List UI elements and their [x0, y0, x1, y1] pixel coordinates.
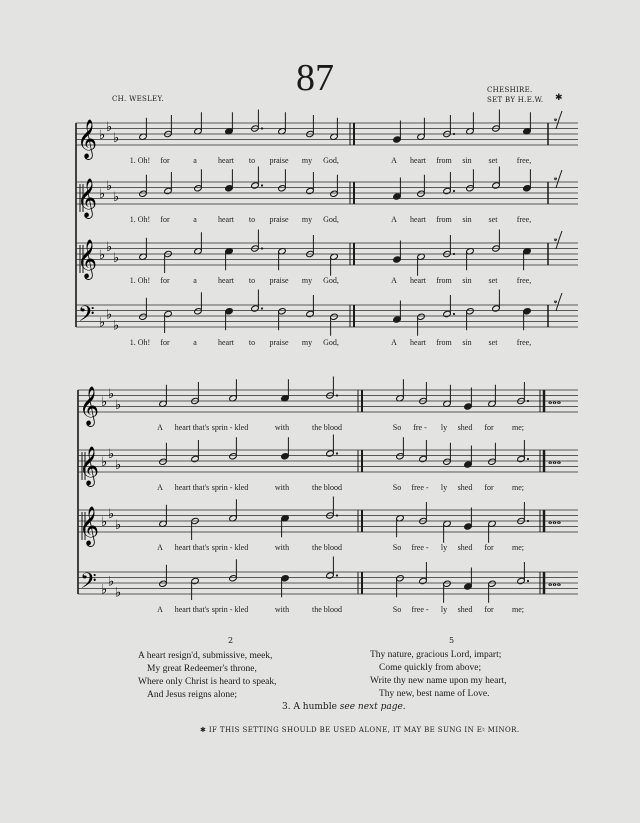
lyric-syllable: ly — [440, 423, 448, 432]
verse-5-line-1: Thy nature, gracious Lord, impart; — [370, 650, 502, 660]
flat-sign-icon: ♭ — [106, 239, 113, 255]
flat-sign-icon: ♭ — [101, 515, 108, 530]
lyric-syllable: me; — [512, 483, 524, 492]
final-whole-notes-icon: 𝅝𝅝𝅝 — [548, 454, 562, 467]
lyric-syllable: a — [193, 276, 197, 285]
note-dot — [261, 184, 263, 186]
lyric-syllable: with — [274, 543, 290, 552]
flat-sign-icon: ♭ — [106, 307, 113, 323]
lyric-syllable: sin — [462, 215, 472, 224]
lyric-syllable: heart — [218, 276, 234, 285]
flat-sign-icon: ♭ — [101, 395, 108, 410]
lyric-syllable: set — [488, 276, 498, 285]
lyric-syllable: A — [391, 276, 397, 285]
lyric-syllable: my — [301, 156, 313, 165]
hymn-number: 87 — [296, 57, 334, 99]
final-whole-notes-icon: 𝅝𝅝𝅝 — [548, 394, 562, 407]
lyric-syllable: A — [157, 423, 163, 432]
note-dot — [261, 307, 263, 309]
verse-2-line-3: Where only Christ is heard to speak, — [138, 677, 277, 687]
lyric-syllable: with — [274, 605, 290, 614]
lyric-syllable: God, — [323, 215, 339, 224]
lyric-syllable: So — [392, 423, 402, 432]
lyric-syllable: sin — [462, 338, 472, 347]
treble-clef-icon: 𝄞 — [79, 506, 100, 546]
lyric-syllable: me; — [512, 605, 524, 614]
verse-3-reference — [282, 702, 406, 712]
arranger-credit: SET BY H.E.W. — [487, 96, 544, 104]
lyric-syllable: free - — [411, 605, 429, 614]
bass-clef-icon: 𝄢 — [78, 302, 95, 332]
flat-sign-icon: ♭ — [115, 397, 122, 413]
lyric-syllable: my — [301, 276, 313, 285]
lyric-syllable: free, — [516, 338, 532, 347]
lyric-syllable: from — [436, 276, 452, 285]
lyric-syllable: for — [484, 483, 494, 492]
lyric-syllable: praise — [269, 215, 289, 224]
flat-sign-icon: ♭ — [113, 189, 120, 205]
verse-5-number: 5 — [449, 636, 455, 645]
lyric-syllable: heart — [218, 338, 234, 347]
lyric-syllable: A — [391, 338, 397, 347]
lyric-syllable: So — [392, 483, 402, 492]
lyric-syllable: So — [392, 605, 402, 614]
system-2 — [78, 377, 578, 615]
lyric-syllable: God, — [323, 276, 339, 285]
lyric-syllable: praise — [269, 156, 289, 165]
lyric-syllable: sprin - kled — [211, 605, 249, 614]
lyric-syllable: heart that's — [174, 483, 210, 492]
lyric-syllable: the blood — [312, 605, 342, 614]
lyric-syllable: heart — [410, 276, 426, 285]
lyric-syllable: for — [160, 215, 170, 224]
lyric-syllable: to — [248, 276, 256, 285]
lyric-syllable: from — [436, 156, 452, 165]
bass-clef-icon: 𝄢 — [80, 569, 97, 599]
lyric-syllable: ly — [440, 605, 448, 614]
flat-sign-icon: ♭ — [108, 574, 115, 590]
lyric-syllable: free, — [516, 215, 532, 224]
author-credit: CH. WESLEY. — [112, 95, 165, 103]
system-1 — [76, 110, 578, 348]
tune-name: CHESHIRE. — [487, 86, 533, 94]
lyric-syllable: free, — [516, 276, 532, 285]
verse-2-line-4: And Jesus reigns alone; — [147, 690, 237, 700]
lyric-syllable: sin — [462, 156, 472, 165]
lyric-syllable: ly — [440, 483, 448, 492]
note-dot — [453, 190, 455, 192]
flat-sign-icon: ♭ — [99, 248, 106, 263]
note-dot — [527, 458, 529, 460]
lyric-syllable: the blood — [312, 423, 342, 432]
lyric-syllable: from — [436, 338, 452, 347]
treble-clef-icon: 𝄞 — [77, 178, 98, 218]
lyric-syllable: heart that's — [174, 605, 210, 614]
note-dot — [336, 574, 338, 576]
verse-5 — [370, 649, 507, 701]
verse-5-line-2: Come quickly from above; — [379, 663, 482, 673]
turn-ornament-icon: 𝆯 — [554, 176, 558, 187]
flat-sign-icon: ♭ — [99, 128, 106, 143]
lyric-syllable: 1. Oh! — [129, 215, 151, 224]
lyric-syllable: my — [301, 338, 313, 347]
lyric-syllable: A — [157, 483, 163, 492]
lyric-syllable: to — [248, 338, 256, 347]
note-dot — [453, 133, 455, 135]
lyric-syllable: to — [248, 156, 256, 165]
note-dot — [527, 400, 529, 402]
verse-2 — [138, 650, 277, 702]
lyric-syllable: A — [157, 605, 163, 614]
lyric-syllable: heart — [410, 215, 426, 224]
note-dot — [527, 520, 529, 522]
flat-sign-icon: ♭ — [101, 455, 108, 470]
lyric-syllable: for — [160, 276, 170, 285]
flat-sign-icon: ♭ — [115, 517, 122, 533]
lyric-syllable: sprin - kled — [211, 483, 249, 492]
lyric-syllable: from — [436, 215, 452, 224]
flat-sign-icon: ♭ — [108, 506, 115, 522]
lyric-syllable: heart — [410, 338, 426, 347]
lyric-syllable: sin — [462, 276, 472, 285]
flat-sign-icon: ♭ — [101, 582, 108, 598]
lyric-syllable: my — [301, 215, 313, 224]
note-dot — [336, 394, 338, 396]
verse-2-line-2: My great Redeemer's throne, — [147, 664, 257, 674]
note-dot — [261, 127, 263, 129]
lyric-syllable: heart — [410, 156, 426, 165]
staff — [78, 497, 578, 553]
note-dot — [453, 313, 455, 315]
asterisk-mark: ✱ — [555, 93, 563, 103]
lyric-syllable: me; — [512, 423, 524, 432]
lyric-syllable: 1. Oh! — [129, 156, 151, 165]
flat-sign-icon: ♭ — [106, 119, 113, 135]
lyric-syllable: God, — [323, 338, 339, 347]
lyric-syllable: me; — [512, 543, 524, 552]
lyric-syllable: a — [193, 215, 197, 224]
staff — [78, 435, 578, 493]
flat-sign-icon: ♭ — [99, 315, 106, 331]
note-dot — [453, 253, 455, 255]
lyric-syllable: shed — [457, 483, 473, 492]
flat-sign-icon: ♭ — [113, 130, 120, 146]
treble-clef-icon: 𝄞 — [79, 446, 100, 486]
flat-sign-icon: ♭ — [115, 457, 122, 473]
turn-ornament-icon: 𝆯 — [554, 299, 558, 310]
note-dot — [336, 514, 338, 516]
lyric-syllable: fre - — [413, 423, 427, 432]
lyric-syllable: for — [484, 423, 494, 432]
lyric-syllable: praise — [269, 338, 289, 347]
lyric-syllable: for — [160, 156, 170, 165]
verse-2-line-1: A heart resign'd, submissive, meek, — [138, 651, 273, 661]
lyric-syllable: free, — [516, 156, 532, 165]
flat-sign-icon: ♭ — [113, 318, 120, 334]
treble-clef-icon: 𝄞 — [79, 386, 100, 426]
staff — [76, 230, 578, 286]
staff — [76, 290, 578, 348]
lyric-syllable: with — [274, 483, 290, 492]
lyric-syllable: for — [484, 605, 494, 614]
lyric-syllable: praise — [269, 276, 289, 285]
lyric-syllable: heart — [218, 215, 234, 224]
flat-sign-icon: ♭ — [113, 250, 120, 266]
lyric-syllable: A — [157, 543, 163, 552]
staff — [76, 167, 578, 225]
verse-5-line-4: Thy new, best name of Love. — [379, 689, 490, 699]
lyric-syllable: God, — [323, 156, 339, 165]
footnote: ✱ IF THIS SETTING SHOULD BE USED ALONE, IT MAY BE SUNG IN E♮ MINOR. — [200, 726, 520, 734]
note-dot — [527, 580, 529, 582]
lyric-syllable: the blood — [312, 543, 342, 552]
turn-ornament-icon: 𝆯 — [554, 117, 558, 128]
turn-ornament-icon: 𝆯 — [554, 237, 558, 248]
flat-sign-icon: ♭ — [115, 585, 122, 601]
lyric-syllable: shed — [457, 543, 473, 552]
verse-5-line-3: Write thy new name upon my heart, — [370, 676, 507, 686]
lyric-syllable: heart — [218, 156, 234, 165]
lyric-syllable: set — [488, 215, 498, 224]
flat-sign-icon: ♭ — [106, 178, 113, 194]
lyric-syllable: with — [274, 423, 290, 432]
final-whole-notes-icon: 𝅝𝅝𝅝 — [548, 514, 562, 527]
flat-sign-icon: ♭ — [108, 446, 115, 462]
note-dot — [261, 247, 263, 249]
flat-sign-icon: ♭ — [108, 386, 115, 402]
note-dot — [336, 452, 338, 454]
lyric-syllable: So — [392, 543, 402, 552]
lyric-syllable: set — [488, 338, 498, 347]
lyric-syllable: shed — [457, 605, 473, 614]
treble-clef-icon: 𝄞 — [77, 239, 98, 279]
lyric-syllable: shed — [457, 423, 473, 432]
lyric-syllable: sprin - kled — [211, 423, 249, 432]
lyric-syllable: set — [488, 156, 498, 165]
lyric-syllable: heart that's — [174, 543, 210, 552]
lyric-syllable: free - — [411, 543, 429, 552]
lyric-syllable: a — [193, 338, 197, 347]
lyric-syllable: sprin - kled — [211, 543, 249, 552]
staff — [78, 557, 578, 615]
final-whole-notes-icon: 𝅝𝅝𝅝 — [548, 576, 562, 589]
lyric-syllable: 1. Oh! — [129, 276, 151, 285]
treble-clef-icon: 𝄞 — [77, 119, 98, 159]
lyric-syllable: 1. Oh! — [129, 338, 151, 347]
lyric-syllable: ly — [440, 543, 448, 552]
lyric-syllable: for — [484, 543, 494, 552]
verse-3-prefix: 3. A humble — [282, 702, 337, 712]
verse-3-see-next-page: see next page. — [339, 702, 406, 712]
verse-2-number: 2 — [228, 636, 234, 645]
staff — [76, 110, 578, 166]
lyric-syllable: free - — [411, 483, 429, 492]
lyric-syllable: for — [160, 338, 170, 347]
lyric-syllable: A — [391, 215, 397, 224]
lyric-syllable: a — [193, 156, 197, 165]
lyric-syllable: the blood — [312, 483, 342, 492]
lyric-syllable: A — [391, 156, 397, 165]
staff — [78, 377, 578, 433]
lyric-syllable: heart that's — [174, 423, 210, 432]
flat-sign-icon: ♭ — [99, 187, 106, 202]
lyric-syllable: to — [248, 215, 256, 224]
